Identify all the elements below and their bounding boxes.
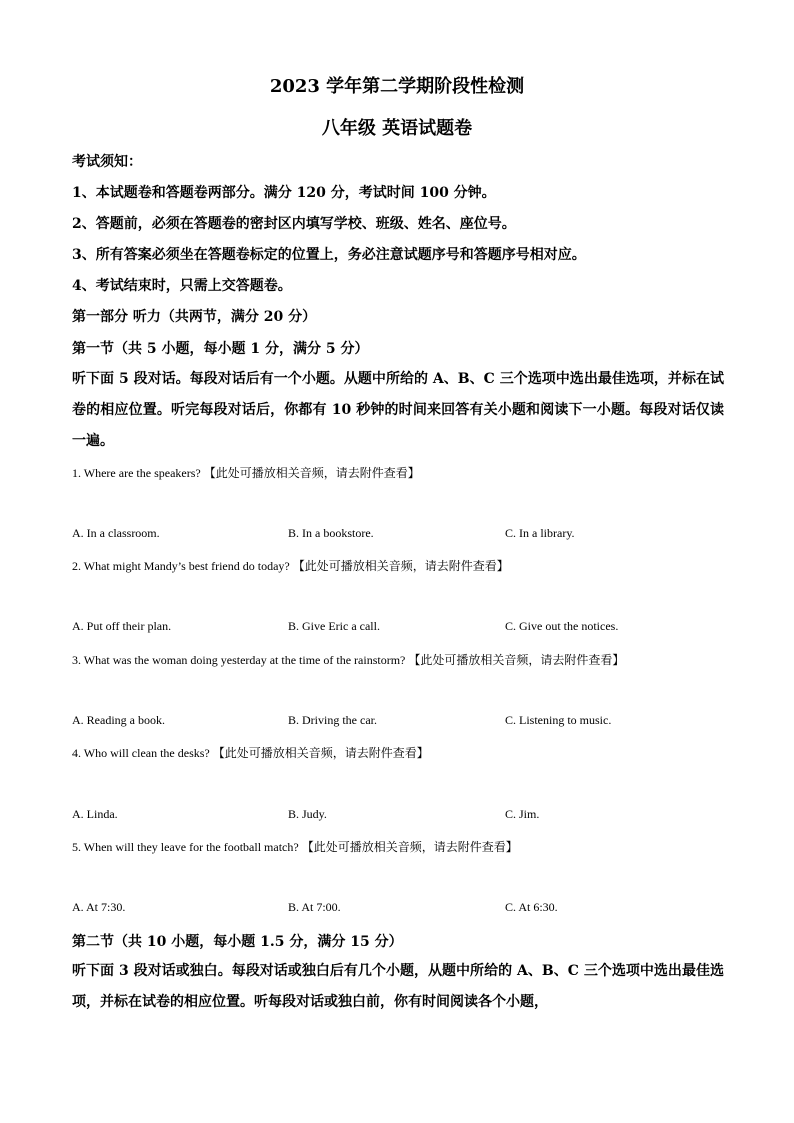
section1-heading: 第一节（共 5 小题，每小题 1 分，满分 5 分） — [72, 341, 369, 357]
question-5: 5. When will they leave for the football match? 【此处可播放相关音频，请去附件查看】 — [72, 840, 518, 854]
part1-heading: 第一部分 听力（共两节，满分 20 分） — [72, 309, 317, 325]
q4-option-a: A. Linda. — [72, 807, 118, 821]
q5-option-b: B. At 7:00. — [288, 900, 341, 914]
q5-option-a: A. At 7:30. — [72, 900, 126, 914]
question-1: 1. Where are the speakers? 【此处可播放相关音频，请去附件查看】 — [72, 466, 420, 480]
notice-heading: 考试须知： — [72, 154, 142, 170]
notice-item-2: 2、答题前，必须在答题卷的密封区内填写学校、班级、姓名、座位号。 — [72, 216, 516, 232]
q2-option-a: A. Put off their plan. — [72, 619, 172, 633]
q5-option-c: C. At 6:30. — [505, 900, 558, 914]
q3-option-a: A. Reading a book. — [72, 713, 165, 727]
q1-option-c: C. In a library. — [505, 526, 575, 540]
q2-option-b: B. Give Eric a call. — [288, 619, 380, 633]
q3-option-b: B. Driving the car. — [288, 713, 377, 727]
question-4: 4. Who will clean the desks? 【此处可播放相关音频，请去附件查看】 — [72, 746, 429, 760]
q1-option-b: B. In a bookstore. — [288, 526, 374, 540]
q2-option-c: C. Give out the notices. — [505, 619, 619, 633]
section1-instructions: 听下面 5 段对话。每段对话后有一个小题。从题中所给的 A、B、C 三个选项中选出最佳选项，并标在试卷的相应位置。听完每段对话后，你都有 10 秒钟的时间来回答有关小题和阅读下一小题。每段对话仅读一遍。 — [72, 371, 724, 449]
question-2: 2. What might Mandy’s best friend do today? 【此处可播放相关音频，请去附件查看】 — [72, 559, 509, 573]
notice-item-3: 3、所有答案必须坐在答题卷标定的位置上，务必注意试题序号和答题序号相对应。 — [72, 247, 586, 263]
q4-option-b: B. Judy. — [288, 807, 327, 821]
exam-subtitle: 八年级 英语试题卷 — [321, 118, 473, 139]
q4-option-c: C. Jim. — [505, 807, 540, 821]
question-3: 3. What was the woman doing yesterday at the time of the rainstorm? 【此处可播放相关音频，请去附件查看】 — [72, 653, 625, 667]
section2-instructions: 听下面 3 段对话或独白。每段对话或独白后有几个小题，从题中所给的 A、B、C 三个选项中选出最佳选项，并标在试卷的相应位置。听每段对话或独白前，你有时间阅读各个小题， — [72, 963, 724, 1010]
notice-item-4: 4、考试结束时，只需上交答题卷。 — [72, 278, 292, 294]
exam-title: 2023 学年第二学期阶段性检测 — [269, 76, 525, 97]
q1-option-a: A. In a classroom. — [72, 526, 160, 540]
section2-heading: 第二节（共 10 小题，每小题 1.5 分，满分 15 分） — [72, 934, 403, 950]
q3-option-c: C. Listening to music. — [505, 713, 612, 727]
notice-item-1: 1、本试题卷和答题卷两部分。满分 120 分，考试时间 100 分钟。 — [72, 185, 496, 201]
